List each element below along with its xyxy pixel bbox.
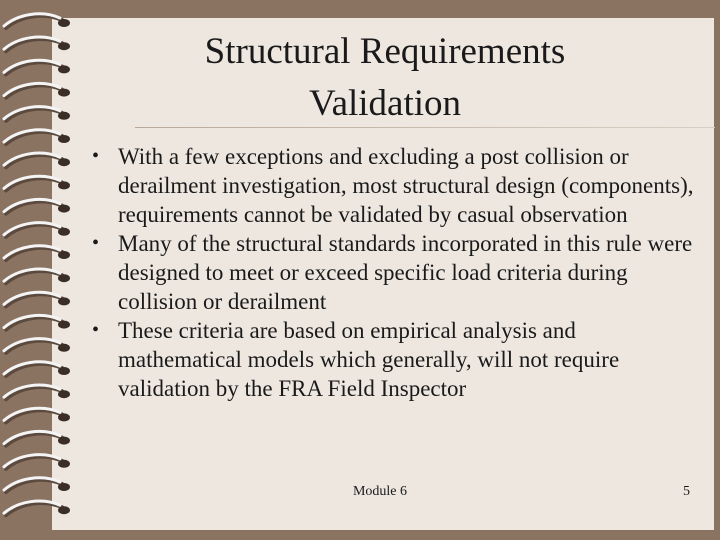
spiral-binding-icon — [0, 0, 80, 540]
binding-ring — [4, 246, 70, 260]
bullet-dot: • — [92, 232, 100, 254]
bullet-item — [90, 316, 695, 403]
binding-ring — [4, 478, 70, 492]
binding-ring — [4, 269, 70, 283]
title-divider — [135, 127, 715, 128]
bullet-list — [90, 142, 695, 403]
binding-ring — [4, 385, 70, 399]
bullet-item — [90, 142, 695, 229]
binding-ring — [4, 130, 70, 144]
bullet-dot: • — [92, 145, 100, 167]
binding-ring — [4, 14, 70, 28]
binding-ring — [4, 60, 70, 74]
binding-ring — [4, 408, 70, 422]
binding-ring — [4, 292, 70, 306]
binding-ring — [4, 501, 70, 515]
slide-title — [150, 26, 620, 130]
binding-ring — [4, 315, 70, 329]
binding-ring — [4, 362, 70, 376]
title-line-1: Structural Requirements — [204, 31, 566, 72]
binding-ring — [4, 37, 70, 51]
binding-ring — [4, 199, 70, 213]
bullet-text: With a few exceptions and excluding a post collision or derailment investigation, most structural design (components), requirements cannot be validated by casual observation — [118, 144, 694, 227]
binding-ring — [4, 176, 70, 190]
binding-ring — [4, 153, 70, 167]
binding-ring — [4, 223, 70, 237]
bullet-dot: • — [92, 319, 100, 341]
binding-ring — [4, 107, 70, 121]
footer-module-label: Module 6 — [352, 484, 408, 499]
binding-ring — [4, 431, 70, 445]
bullet-text: These criteria are based on empirical analysis and mathematical models which generally, will not require validation by the FRA Field Inspector — [118, 318, 620, 401]
binding-ring — [4, 339, 70, 353]
bullet-text: Many of the structural standards incorporated in this rule were designed to meet or exceed specific load criteria during collision or derailment — [118, 231, 693, 314]
title-line-2: Validation — [308, 83, 462, 124]
binding-ring — [4, 455, 70, 469]
page-number: 5 — [683, 484, 690, 499]
bullet-item — [90, 229, 695, 316]
binding-ring — [4, 83, 70, 97]
